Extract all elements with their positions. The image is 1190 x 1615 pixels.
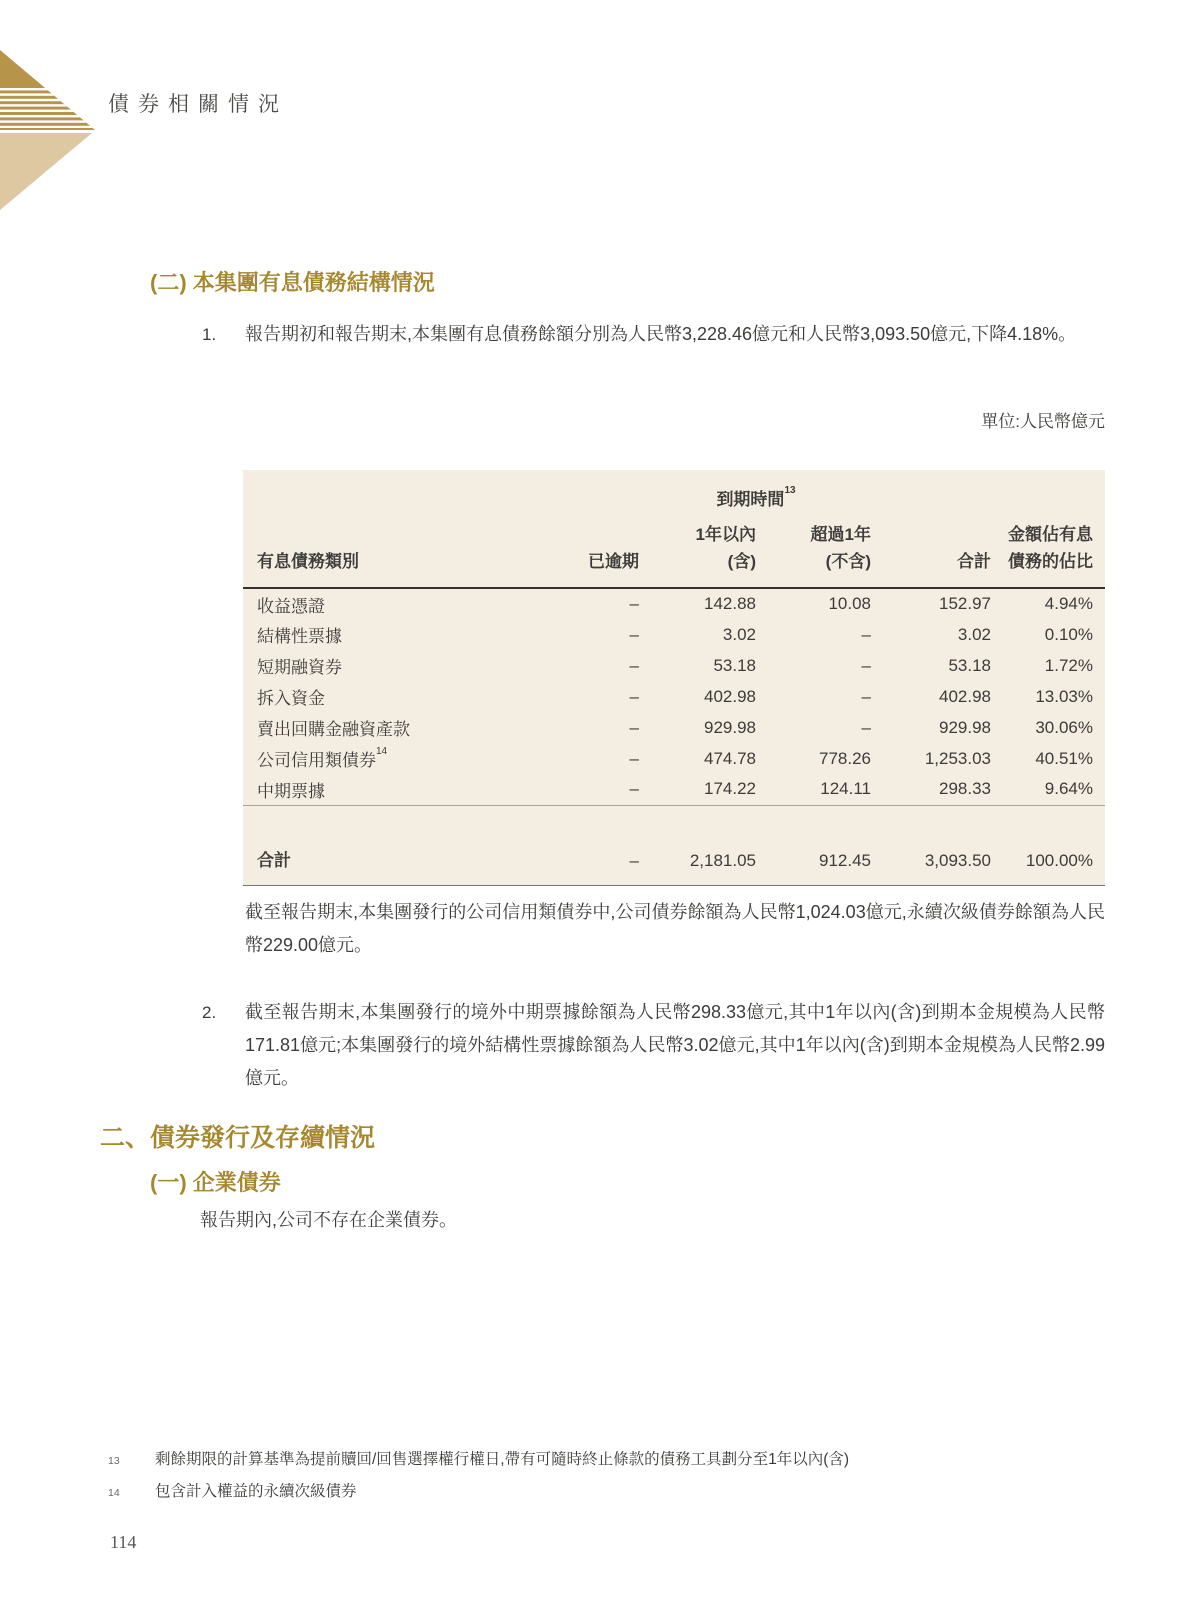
value-cell: – xyxy=(629,850,639,870)
table-row xyxy=(243,650,1105,681)
value-cell: 40.51% xyxy=(1035,748,1093,768)
value-cell: – xyxy=(861,717,871,737)
value-cell: 474.78 xyxy=(704,748,756,768)
value-cell: 2,181.05 xyxy=(689,850,756,870)
value-cell: 53.18 xyxy=(948,655,991,675)
value-cell: – xyxy=(629,655,639,675)
value-cell: – xyxy=(629,748,639,768)
table-row xyxy=(243,619,1105,650)
page-header-title: 債券相關情況 xyxy=(108,92,288,116)
paragraph-offshore-notes xyxy=(202,996,1105,1095)
section-issuance-heading: 二、債券發行及存續情況 xyxy=(100,1124,376,1152)
paragraph-no-corporate-bonds: 報告期內,公司不存在企業債券。 xyxy=(200,1210,457,1230)
paragraph-text: 截至報告期末,本集團發行的境外中期票據餘額為人民幣298.33億元,其中1年以內(含)到期本金規模為人民幣171.81億元;本集團發行的境外結構性票據餘額為人民幣3.02億元,其中1年以內(含)到期本金規模為人民幣2.99億元。 xyxy=(245,1002,1105,1088)
value-cell: 9.64% xyxy=(992,774,1105,805)
list-number: 2. xyxy=(202,1003,217,1022)
row-label-cell: 賣出回購金融資產款 xyxy=(257,720,410,739)
header-over-1y: 超過1年 (不含) xyxy=(757,520,872,588)
value-cell: – xyxy=(629,624,639,644)
row-label-cell: 中期票據 xyxy=(243,774,543,805)
table-row xyxy=(243,743,1105,774)
paragraph-debt-balance xyxy=(202,318,1105,351)
table-row xyxy=(243,588,1105,619)
value-cell: – xyxy=(629,717,639,737)
footnote-number: 13 xyxy=(108,1455,120,1467)
footnote-ref-14: 14 xyxy=(376,746,388,758)
table-row xyxy=(243,774,1105,805)
footnote-14 xyxy=(108,1479,1105,1505)
header-total: 合計 xyxy=(872,520,992,588)
page-number: 114 xyxy=(110,1532,137,1552)
value-cell: 929.98 xyxy=(939,717,991,737)
row-label-cell: 短期融資券 xyxy=(257,658,342,677)
value-cell: 402.98 xyxy=(939,686,991,706)
paragraph-credit-bonds xyxy=(245,896,1105,962)
value-cell: 53.18 xyxy=(713,655,756,675)
value-cell: 1,253.03 xyxy=(924,748,991,768)
corner-triangle-icon xyxy=(0,49,96,211)
header-overdue: 已逾期 xyxy=(543,520,640,588)
value-cell: 3,093.50 xyxy=(924,850,991,870)
value-cell: 298.33 xyxy=(872,774,992,805)
total-label-cell: 合計 xyxy=(257,850,291,870)
footnote-text: 剩餘期限的計算基準為提前贖回/回售選擇權行權日,帶有可隨時終止條款的債務工具劃分至1年以內(含) xyxy=(155,1451,850,1468)
footnote-ref-13: 13 xyxy=(784,485,796,497)
value-cell: – xyxy=(861,686,871,706)
footnote-text: 包含計入權益的永續次級債券 xyxy=(155,1483,357,1500)
footnote-13 xyxy=(108,1447,1105,1473)
header-within-1y: 1年以內 (含) xyxy=(640,520,757,588)
value-cell: 174.22 xyxy=(640,774,757,805)
value-cell: 3.02 xyxy=(722,624,756,644)
value-cell: 10.08 xyxy=(828,594,871,613)
table-header-row xyxy=(243,520,1105,588)
value-cell: 1.72% xyxy=(1044,655,1093,675)
value-cell: 152.97 xyxy=(939,594,991,613)
value-cell: – xyxy=(861,655,871,675)
value-cell: 30.06% xyxy=(1035,717,1093,737)
section-corporate-bonds-heading: (一) 企業債券 xyxy=(150,1170,281,1195)
footnote-number: 14 xyxy=(108,1487,120,1499)
row-label-cell: 收益憑證 xyxy=(257,596,325,616)
value-cell: 929.98 xyxy=(704,717,756,737)
header-category: 有息債務類別 xyxy=(243,520,543,588)
value-cell: – xyxy=(629,686,639,706)
maturity-span-header: 到期時間$^{13}$ xyxy=(716,485,796,509)
table-row xyxy=(243,681,1105,712)
value-cell: 3.02 xyxy=(957,624,991,644)
row-label-cell: 拆入資金 xyxy=(257,689,325,708)
value-cell: 402.98 xyxy=(704,686,756,706)
value-cell: 124.11 xyxy=(757,774,872,805)
value-cell: 4.94% xyxy=(1044,594,1093,613)
table-total-row xyxy=(243,805,1105,885)
debt-structure-table xyxy=(243,470,1105,886)
value-cell: 13.03% xyxy=(1035,686,1093,706)
list-number: 1. xyxy=(202,325,217,344)
value-cell: – xyxy=(629,594,639,613)
paragraph-text: 報告期初和報告期末,本集團有息債務餘額分別為人民幣3,228.46億元和人民幣3,093.50億元,下降4.18%。 xyxy=(245,324,1077,344)
paragraph-text: 截至報告期末,本集團發行的公司信用類債券中,公司債券餘額為人民幣1,024.03億元,永續次級債券餘額為人民幣229.00億元。 xyxy=(245,902,1105,955)
value-cell: 778.26 xyxy=(819,748,871,768)
maturity-span-header-row xyxy=(243,470,1105,520)
value-cell: 0.10% xyxy=(1044,624,1093,644)
table-row xyxy=(243,712,1105,743)
table-unit-note: 單位:人民幣億元 xyxy=(981,412,1105,431)
value-cell: 142.88 xyxy=(704,594,756,613)
value-cell: 100.00% xyxy=(1025,850,1093,870)
header-ratio: 金額佔有息 債務的佔比 xyxy=(992,520,1105,588)
row-label-cell: 公司信用類債券$^{14}$ xyxy=(257,746,388,770)
value-cell: – xyxy=(543,774,640,805)
row-label-cell: 結構性票據 xyxy=(257,627,342,646)
section-debt-heading: (二) 本集團有息債務結構情況 xyxy=(150,270,435,295)
value-cell: 912.45 xyxy=(819,850,871,870)
value-cell: – xyxy=(861,624,871,644)
